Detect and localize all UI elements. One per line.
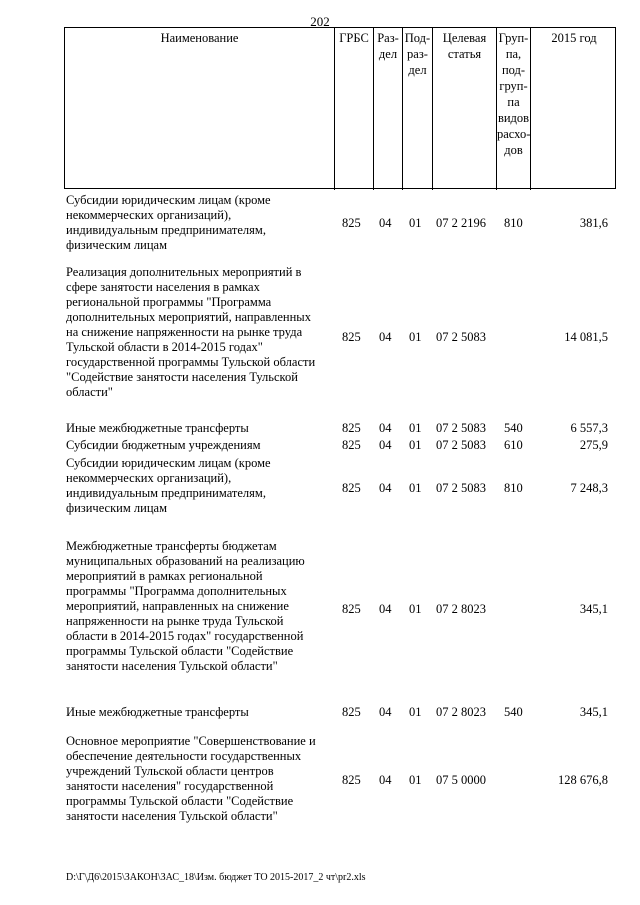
row-sum: 14 081,5 bbox=[564, 330, 608, 344]
table-row bbox=[64, 193, 616, 253]
row-sum: 6 557,3 bbox=[570, 421, 608, 435]
row-name: Иные межбюджетные трансферты bbox=[66, 421, 249, 435]
row-razdel: 04 bbox=[379, 773, 392, 787]
row-podrazdel: 01 bbox=[409, 705, 422, 719]
row-razdel: 04 bbox=[379, 705, 392, 719]
row-tselevaya: 07 2 2196 bbox=[436, 216, 486, 230]
row-grbs: 825 bbox=[342, 705, 361, 719]
header-year: 2015 год bbox=[551, 31, 597, 45]
table-row bbox=[64, 438, 616, 454]
header-gruppa: Груп- па, под- груп- па видов расхо- дов bbox=[497, 28, 531, 190]
table-row bbox=[64, 421, 616, 437]
row-name: Субсидии юридическим лицам (кроме некоммерческих организаций), индивидуальным предпринимателям, физическим лицам bbox=[66, 193, 271, 252]
row-podrazdel: 01 bbox=[409, 773, 422, 787]
row-tselevaya: 07 5 0000 bbox=[436, 773, 486, 787]
row-name: Субсидии юридическим лицам (кроме некоммерческих организаций), индивидуальным предпринимателям, физическим лицам bbox=[66, 456, 271, 515]
row-podrazdel: 01 bbox=[409, 330, 422, 344]
row-gruppa: 540 bbox=[504, 421, 523, 435]
row-name: Субсидии бюджетным учреждениям bbox=[66, 438, 261, 452]
table-row bbox=[64, 456, 616, 518]
row-name: Реализация дополнительных мероприятий в сфере занятости населения в рамках региональной программы "Программа дополнительных мероприятий, направленных на снижение напряженности на рынке труда Тульской области в 2014-2015 годах" государственной программы Тульской области "Содействие занятости населения Тульской области" bbox=[66, 265, 316, 399]
row-tselevaya: 07 2 5083 bbox=[436, 421, 486, 435]
row-tselevaya: 07 2 5083 bbox=[436, 330, 486, 344]
row-sum: 128 676,8 bbox=[558, 773, 608, 787]
row-sum: 7 248,3 bbox=[570, 481, 608, 495]
row-razdel: 04 bbox=[379, 438, 392, 452]
row-tselevaya: 07 2 8023 bbox=[436, 602, 486, 616]
row-grbs: 825 bbox=[342, 481, 361, 495]
row-razdel: 04 bbox=[379, 481, 392, 495]
row-gruppa: 610 bbox=[504, 438, 523, 452]
row-tselevaya: 07 2 5083 bbox=[436, 481, 486, 495]
row-grbs: 825 bbox=[342, 602, 361, 616]
row-sum: 275,9 bbox=[579, 438, 608, 452]
table-row bbox=[64, 539, 616, 679]
row-gruppa: 810 bbox=[504, 481, 523, 495]
row-podrazdel: 01 bbox=[409, 216, 422, 230]
row-razdel: 04 bbox=[379, 602, 392, 616]
row-grbs: 825 bbox=[342, 421, 361, 435]
row-podrazdel: 01 bbox=[409, 602, 422, 616]
row-razdel: 04 bbox=[379, 330, 392, 344]
header-razdel: Раз- дел bbox=[374, 28, 403, 190]
table-row bbox=[64, 705, 616, 721]
row-sum: 381,6 bbox=[579, 216, 608, 230]
row-podrazdel: 01 bbox=[409, 438, 422, 452]
row-podrazdel: 01 bbox=[409, 421, 422, 435]
row-sum: 345,1 bbox=[579, 602, 608, 616]
row-name: Межбюджетные трансферты бюджетам муниципальных образований на реализацию мероприятий в рамках региональной программы "Программа дополнительных мероприятий, направленных на снижение напряженности на рынке труда Тульской области в 2014-2015 годах" государственной программы Тульской области "Содействие занятости населения Тульской области" bbox=[66, 539, 305, 673]
header-tselevaya-statya: Целевая статья bbox=[433, 28, 497, 190]
row-gruppa: 810 bbox=[504, 216, 523, 230]
row-grbs: 825 bbox=[342, 773, 361, 787]
header-grbs: ГРБС bbox=[335, 28, 374, 190]
row-grbs: 825 bbox=[342, 438, 361, 452]
row-sum: 345,1 bbox=[579, 705, 608, 719]
row-razdel: 04 bbox=[379, 216, 392, 230]
row-podrazdel: 01 bbox=[409, 481, 422, 495]
row-gruppa: 540 bbox=[504, 705, 523, 719]
file-path-footer: D:\Г\Д6\2015\ЗАКОН\ЗАС_18\Изм. бюджет ТО 2015-2017_2 чт\pr2.xls bbox=[66, 872, 366, 883]
row-tselevaya: 07 2 5083 bbox=[436, 438, 486, 452]
row-tselevaya: 07 2 8023 bbox=[436, 705, 486, 719]
table-row bbox=[64, 734, 616, 829]
row-razdel: 04 bbox=[379, 421, 392, 435]
row-name: Иные межбюджетные трансферты bbox=[66, 705, 249, 719]
header-name: Наименование bbox=[65, 28, 335, 190]
table-row bbox=[64, 265, 616, 405]
table-header bbox=[64, 27, 616, 189]
row-name: Основное мероприятие "Совершенствование и обеспечение деятельности государственных учреждений Тульской области центров занятости населения" государственной программы Тульской области "Содействие занятости населения Тульской области" bbox=[66, 734, 316, 823]
row-grbs: 825 bbox=[342, 330, 361, 344]
row-grbs: 825 bbox=[342, 216, 361, 230]
page-number: 202 bbox=[310, 14, 330, 29]
header-podrazdel: Под- раз- дел bbox=[403, 28, 433, 190]
